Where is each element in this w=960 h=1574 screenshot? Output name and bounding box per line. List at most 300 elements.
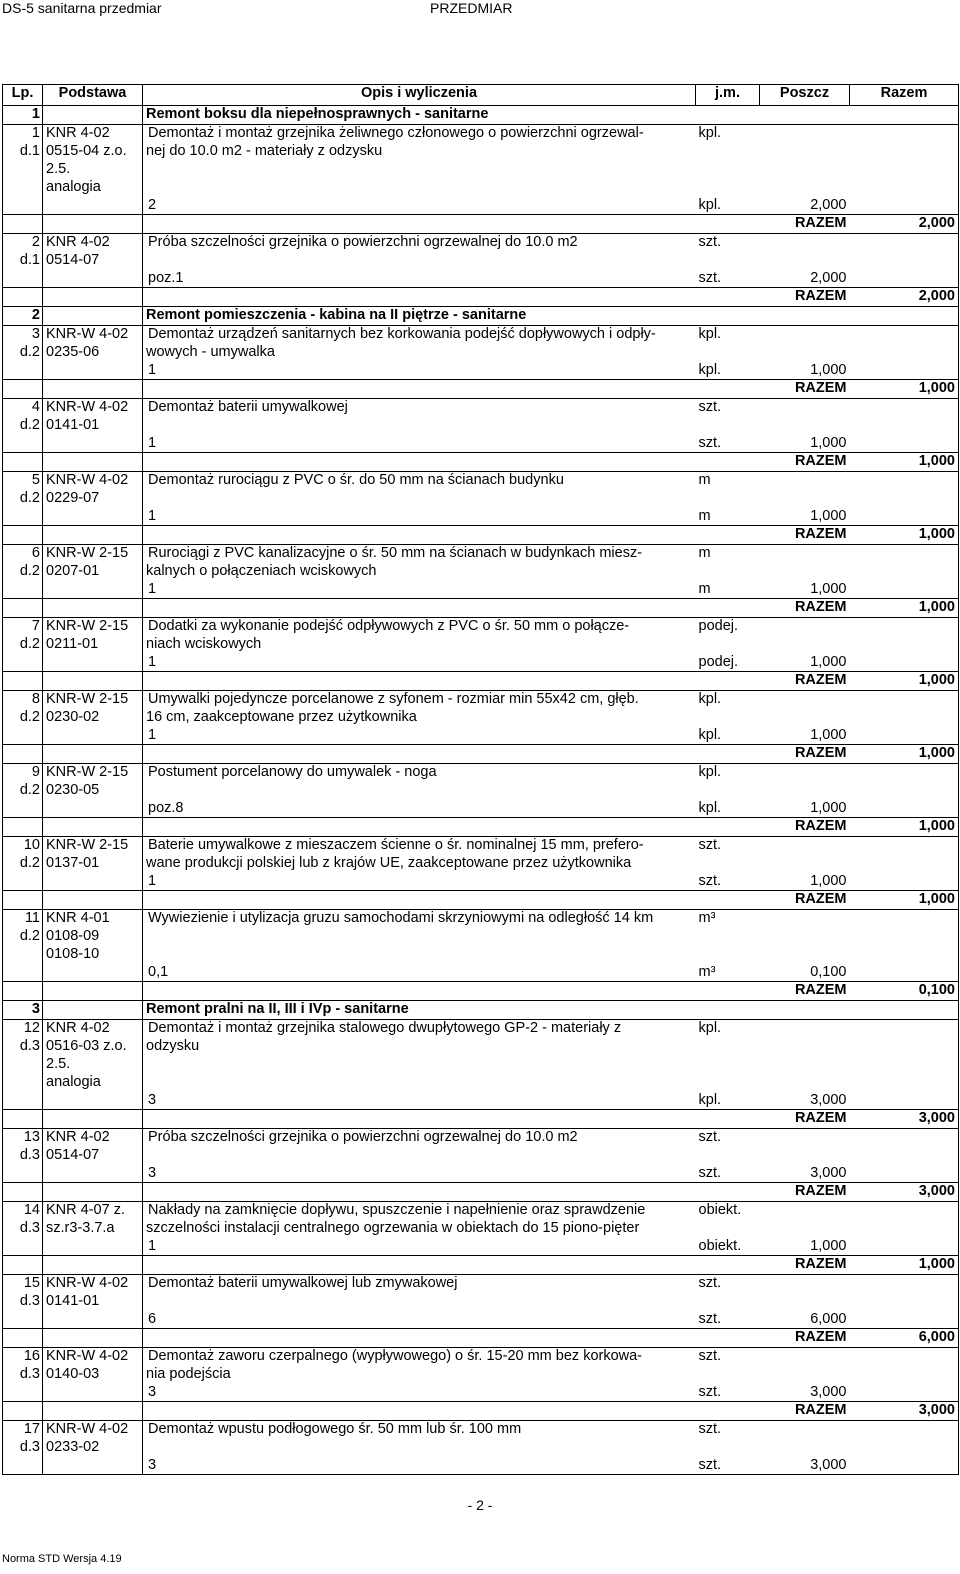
cell-c2 (43, 1110, 143, 1129)
cost-estimate-table (2, 84, 959, 1475)
cell-c1: 8 (3, 691, 43, 709)
cell-c6 (850, 928, 959, 946)
cell-c1 (3, 1238, 43, 1256)
cell-c5: 2,000 (810, 196, 847, 213)
document-title: DS-5 sanitarna przedmiar (2, 0, 162, 16)
cell-c4 (696, 818, 760, 837)
document-type: PRZEDMIAR (430, 0, 513, 16)
cell-c4 (696, 599, 760, 618)
cell-c3: 1 (148, 726, 157, 743)
total-row (3, 745, 959, 764)
cell-c2 (43, 800, 143, 818)
cell-c5: 6,000 (810, 1310, 847, 1327)
cell-c3: 6 (148, 1310, 157, 1327)
continuation-row (3, 1293, 959, 1311)
cell-c5 (760, 563, 850, 581)
cell-c3: 1 (148, 434, 157, 451)
cell-c1: 17 (3, 1421, 43, 1439)
cell-c6: 3,000 (850, 1402, 959, 1421)
cell-c1: d.2 (3, 417, 43, 435)
cell-c2 (43, 270, 143, 288)
cell-c1: 16 (3, 1348, 43, 1366)
cell-c5 (760, 1001, 850, 1020)
cell-c3: Rurociągi z PVC kanalizacyjne o śr. 50 mm na ścianach w budynkach miesz- (143, 545, 696, 563)
cell-c4 (696, 672, 760, 691)
cell-c6 (850, 1439, 959, 1457)
cell-c1: d.3 (3, 1293, 43, 1311)
calculation-row (3, 1457, 959, 1475)
cell-c2 (43, 380, 143, 399)
cell-c6 (850, 344, 959, 362)
cell-c1 (3, 435, 43, 453)
calculation-row (3, 800, 959, 818)
cell-c5: 1,000 (810, 726, 847, 743)
cell-c2: 0230-02 (43, 709, 143, 727)
cell-c2 (43, 581, 143, 599)
cell-c6: 2,000 (850, 215, 959, 234)
cell-c3: nia podejścia (146, 1365, 231, 1382)
cell-c1: 4 (3, 399, 43, 417)
cell-c4: kpl. (696, 764, 760, 782)
cell-c3 (143, 982, 696, 1001)
cell-c1 (3, 362, 43, 380)
cell-c3 (143, 946, 696, 964)
cell-c6 (850, 946, 959, 964)
section-row (3, 307, 959, 326)
cell-c1 (3, 818, 43, 837)
continuation-row (3, 782, 959, 800)
cell-c6: 3,000 (850, 1110, 959, 1129)
cell-c5: 1,000 (810, 434, 847, 451)
cell-c1 (3, 1165, 43, 1183)
cell-c1: 2 (3, 234, 43, 252)
cell-c5 (760, 1439, 850, 1457)
cell-c3: Wywiezienie i utylizacja gruzu samochodami skrzyniowymi na odległość 14 km (143, 910, 696, 928)
total-row (3, 1110, 959, 1129)
cell-c2 (43, 891, 143, 910)
cell-c1 (3, 161, 43, 179)
cell-c3: Próba szczelności grzejnika o powierzchni ogrzewalnej do 10.0 m2 (143, 1129, 696, 1147)
cell-c2: 0233-02 (43, 1439, 143, 1457)
cell-c5 (760, 636, 850, 654)
cell-c4 (696, 453, 760, 472)
cell-c3: 3 (148, 1164, 157, 1181)
cell-c5 (760, 326, 850, 344)
cell-c4: szt. (696, 1129, 760, 1147)
cell-c1: d.3 (3, 1147, 43, 1165)
continuation-row (3, 709, 959, 727)
cell-c5: 1,000 (810, 1237, 847, 1254)
cell-c5: 1,000 (810, 361, 847, 378)
cell-c4 (696, 982, 760, 1001)
cell-c3: Dodatki za wykonanie podejść odpływowych z PVC o śr. 50 mm o połącze- (143, 618, 696, 636)
total-row (3, 891, 959, 910)
cell-c4 (696, 891, 760, 910)
continuation-row (3, 161, 959, 179)
cell-c5 (760, 344, 850, 362)
cell-c1: d.1 (3, 252, 43, 270)
cell-c6: 1,000 (850, 818, 959, 837)
cell-c3: kalnych o połączeniach wciskowych (146, 562, 377, 579)
cell-c6 (850, 106, 959, 125)
cell-c2: 2.5. (43, 161, 143, 179)
cell-c6 (850, 964, 959, 982)
cell-c1 (3, 581, 43, 599)
cell-c5: RAZEM (760, 215, 850, 234)
cell-c3 (143, 1256, 696, 1275)
cell-c1: d.1 (3, 143, 43, 161)
cell-c6 (850, 1056, 959, 1074)
cell-c5 (760, 782, 850, 800)
cell-c4: szt. (696, 1421, 760, 1439)
cell-c1 (3, 1183, 43, 1202)
item-row (3, 472, 959, 490)
cell-c3 (143, 179, 696, 197)
calculation-row (3, 508, 959, 526)
cell-c4 (696, 1038, 760, 1056)
cell-c4: szt. (698, 1164, 722, 1181)
cell-c6 (850, 508, 959, 526)
calculation-row (3, 964, 959, 982)
cell-c6 (850, 654, 959, 672)
cell-c6: 1,000 (850, 1256, 959, 1275)
cell-c2: KNR-W 2-15 (43, 618, 143, 636)
cell-c2 (43, 1165, 143, 1183)
cell-c6: 1,000 (850, 891, 959, 910)
cell-c6 (850, 727, 959, 745)
cell-c6: 1,000 (850, 599, 959, 618)
cell-c3 (143, 818, 696, 837)
cell-c1: d.3 (3, 1038, 43, 1056)
cell-c2 (43, 873, 143, 891)
item-row (3, 1348, 959, 1366)
cell-c3: Demontaż rurociągu z PVC o śr. do 50 mm na ścianach budynku (143, 472, 696, 490)
cell-c3 (143, 417, 696, 435)
cell-c1 (3, 288, 43, 307)
cell-c1: 9 (3, 764, 43, 782)
cell-c6: 6,000 (850, 1329, 959, 1348)
cell-c5 (760, 910, 850, 928)
cell-c2 (43, 307, 143, 326)
cell-c6 (850, 143, 959, 161)
cell-c2 (43, 1183, 143, 1202)
cell-c4: obiekt. (698, 1237, 742, 1254)
cell-c6 (850, 252, 959, 270)
cell-c3 (143, 252, 696, 270)
cell-c6 (850, 764, 959, 782)
cell-c2 (43, 1311, 143, 1329)
cell-c5 (760, 234, 850, 252)
continuation-row (3, 1056, 959, 1074)
cell-c1 (3, 1056, 43, 1074)
cell-c6 (850, 691, 959, 709)
cell-c2: KNR-W 2-15 (43, 764, 143, 782)
cell-c3: szczelności instalacji centralnego ogrzewania w obiektach do 15 piono-pięter (146, 1219, 640, 1236)
cell-c3 (143, 672, 696, 691)
cell-c3: 1 (148, 507, 157, 524)
cell-c6 (850, 307, 959, 326)
cell-c3: nej do 10.0 m2 - materiały z odzysku (146, 142, 383, 159)
cell-c4 (696, 526, 760, 545)
cell-c5: RAZEM (760, 1329, 850, 1348)
cell-c2 (43, 1092, 143, 1110)
cell-c2: 0137-01 (43, 855, 143, 873)
cell-c5 (760, 691, 850, 709)
cell-c6: 3,000 (850, 1183, 959, 1202)
cell-c6: 1,000 (850, 745, 959, 764)
cell-c6 (850, 1038, 959, 1056)
continuation-row (3, 928, 959, 946)
cell-c4 (696, 344, 760, 362)
cell-c1: 1 (3, 125, 43, 143)
cell-c6 (850, 563, 959, 581)
cell-c3: poz.1 (148, 269, 184, 286)
cell-c3 (143, 490, 696, 508)
cell-c4 (696, 946, 760, 964)
cell-c1 (3, 1402, 43, 1421)
cell-c1: 2 (3, 307, 43, 326)
cell-c5: 1,000 (810, 507, 847, 524)
cell-c4: szt. (698, 434, 722, 451)
item-row (3, 545, 959, 563)
total-row (3, 1256, 959, 1275)
cell-c3: 3 (143, 1457, 696, 1475)
cell-c1: 1 (3, 106, 43, 125)
cell-c6: 1,000 (850, 672, 959, 691)
cell-c4: szt. (696, 1457, 760, 1475)
cell-c4: kpl. (698, 196, 722, 213)
item-row (3, 125, 959, 143)
cell-c3: Demontaż zaworu czerpalnego (wypływowego) o śr. 15-20 mm bez korkowa- (143, 1348, 696, 1366)
cell-c3: 1 (148, 1237, 157, 1254)
cell-c6 (850, 490, 959, 508)
cell-c4: szt. (696, 837, 760, 855)
cell-c1: d.2 (3, 636, 43, 654)
cell-c1: 15 (3, 1275, 43, 1293)
cell-c5: 0,100 (810, 963, 847, 980)
cell-c4: m³ (698, 963, 716, 980)
cell-c6 (850, 417, 959, 435)
cell-c3: niach wciskowych (146, 635, 262, 652)
item-row (3, 764, 959, 782)
cell-c4 (696, 1110, 760, 1129)
continuation-row (3, 1439, 959, 1457)
cell-c2: KNR-W 4-02 (43, 326, 143, 344)
cell-c5 (760, 143, 850, 161)
cell-c1 (3, 745, 43, 764)
cell-c5 (760, 1129, 850, 1147)
cell-c3 (143, 1147, 696, 1165)
col-header-razem: Razem (850, 85, 959, 106)
cell-c5: 1,000 (810, 872, 847, 889)
cell-c5: RAZEM (760, 1402, 850, 1421)
cell-c4 (696, 1183, 760, 1202)
cell-c3 (143, 891, 696, 910)
cell-c5: RAZEM (760, 1183, 850, 1202)
cell-c5 (760, 417, 850, 435)
cell-c6 (850, 197, 959, 215)
cell-c1: 10 (3, 837, 43, 855)
cell-c6 (850, 1311, 959, 1329)
cell-c2: 0516-03 z.o. (43, 1038, 143, 1056)
cell-c5: RAZEM (760, 818, 850, 837)
calculation-row (3, 873, 959, 891)
cell-c1 (3, 654, 43, 672)
cell-c2: 0515-04 z.o. (43, 143, 143, 161)
cell-c2: KNR-W 2-15 (43, 691, 143, 709)
cell-c2 (43, 982, 143, 1001)
cell-c3: Demontaż baterii umywalkowej (143, 399, 696, 417)
section-row (3, 106, 959, 125)
cell-c6 (850, 1147, 959, 1165)
cell-c4 (696, 307, 760, 326)
cell-c6 (850, 782, 959, 800)
cell-c3: Demontaż baterii umywalkowej lub zmywakowej (143, 1275, 696, 1293)
cell-c5 (760, 1293, 850, 1311)
cell-c4 (696, 215, 760, 234)
cell-c6 (850, 161, 959, 179)
cell-c3 (143, 526, 696, 545)
cell-c4: obiekt. (696, 1202, 760, 1220)
cell-c2 (43, 197, 143, 215)
cell-c6 (850, 399, 959, 417)
cell-c4 (696, 1439, 760, 1457)
cell-c2: 0514-07 (43, 1147, 143, 1165)
cell-c2: KNR-W 4-02 (43, 1348, 143, 1366)
cell-c5 (760, 472, 850, 490)
cell-c5: RAZEM (760, 380, 850, 399)
item-row (3, 1421, 959, 1439)
cell-c2: KNR-W 2-15 (43, 837, 143, 855)
cell-c6 (850, 618, 959, 636)
cell-c4: m (698, 507, 711, 524)
cell-c2 (43, 215, 143, 234)
cell-c3 (143, 599, 696, 618)
cell-c5: 2,000 (810, 269, 847, 286)
col-header-lp: Lp. (3, 85, 43, 106)
cell-c4 (696, 288, 760, 307)
cell-c1: d.2 (3, 782, 43, 800)
continuation-row (3, 252, 959, 270)
cell-c1 (3, 197, 43, 215)
cell-c6 (850, 1092, 959, 1110)
cell-c3: 0,1 (148, 963, 169, 980)
cell-c6 (850, 1366, 959, 1384)
cell-c2: sz.r3-3.7.a (43, 1220, 143, 1238)
cell-c4 (696, 1402, 760, 1421)
calculation-row (3, 727, 959, 745)
cell-c4 (696, 252, 760, 270)
cell-c6 (850, 435, 959, 453)
cell-c6 (850, 472, 959, 490)
cell-c5: RAZEM (760, 1256, 850, 1275)
cell-c2: 0141-01 (43, 1293, 143, 1311)
cell-c2 (43, 1402, 143, 1421)
cell-c6: 1,000 (850, 380, 959, 399)
cell-c5: RAZEM (760, 288, 850, 307)
cell-c1 (3, 1092, 43, 1110)
cell-c4 (696, 1329, 760, 1348)
cell-c6 (850, 910, 959, 928)
cell-c5 (760, 545, 850, 563)
continuation-row (3, 1074, 959, 1092)
cell-c5: RAZEM (760, 891, 850, 910)
cell-c6 (850, 545, 959, 563)
cell-c3 (143, 745, 696, 764)
cell-c1: d.2 (3, 928, 43, 946)
cell-c6 (850, 125, 959, 143)
cell-c2: 0514-07 (43, 252, 143, 270)
cell-c5: 1,000 (810, 653, 847, 670)
cell-c1: 14 (3, 1202, 43, 1220)
cell-c3 (143, 288, 696, 307)
cell-c6 (850, 1001, 959, 1020)
cell-c1: 6 (3, 545, 43, 563)
cell-c3: Próba szczelności grzejnika o powierzchni ogrzewalnej do 10.0 m2 (143, 234, 696, 252)
cell-c2: 0108-09 (43, 928, 143, 946)
cell-c2: 0211-01 (43, 636, 143, 654)
cell-c2: KNR-W 4-02 (43, 1275, 143, 1293)
cell-c2: KNR 4-02 (43, 125, 143, 143)
cell-c6 (850, 326, 959, 344)
cell-c5 (760, 1275, 850, 1293)
cell-c6: 1,000 (850, 526, 959, 545)
item-row (3, 1275, 959, 1293)
cell-c4 (696, 106, 760, 125)
cell-c4 (696, 143, 760, 161)
cell-c3: Remont pralni na II, III i IVp - sanitarne (143, 1001, 696, 1020)
continuation-row (3, 143, 959, 161)
cell-c5: RAZEM (760, 1110, 850, 1129)
cell-c4: m³ (696, 910, 760, 928)
continuation-row (3, 636, 959, 654)
cell-c1: d.3 (3, 1366, 43, 1384)
cell-c5: 3,000 (810, 1383, 847, 1400)
cell-c2 (43, 1329, 143, 1348)
cell-c1 (3, 1457, 43, 1475)
cell-c2 (43, 1256, 143, 1275)
cell-c3: 1 (148, 653, 157, 670)
cell-c4: kpl. (698, 799, 722, 816)
continuation-row (3, 179, 959, 197)
calculation-row (3, 270, 959, 288)
cell-c3: odzysku (146, 1037, 200, 1054)
cell-c5 (760, 1056, 850, 1074)
cell-c4 (696, 1293, 760, 1311)
cell-c4: szt. (698, 269, 722, 286)
cell-c3: Remont boksu dla niepełnosprawnych - sanitarne (143, 106, 696, 125)
cell-c6 (850, 636, 959, 654)
continuation-row (3, 946, 959, 964)
cell-c3: poz.8 (148, 799, 184, 816)
cell-c1 (3, 672, 43, 691)
cell-c1: d.2 (3, 563, 43, 581)
cell-c1 (3, 215, 43, 234)
cell-c2: KNR 4-01 (43, 910, 143, 928)
cell-c2 (43, 508, 143, 526)
cell-c4: kpl. (696, 691, 760, 709)
cell-c2: 0141-01 (43, 417, 143, 435)
cell-c4 (696, 1147, 760, 1165)
cell-c3: Demontaż i montaż grzejnika żeliwnego członowego o powierzchni ogrzewal- (143, 125, 696, 143)
cell-c5 (760, 161, 850, 179)
cell-c2 (43, 435, 143, 453)
cell-c4 (696, 1074, 760, 1092)
cell-c1 (3, 982, 43, 1001)
cell-c4 (696, 380, 760, 399)
calculation-row (3, 197, 959, 215)
cell-c5 (760, 1074, 850, 1092)
